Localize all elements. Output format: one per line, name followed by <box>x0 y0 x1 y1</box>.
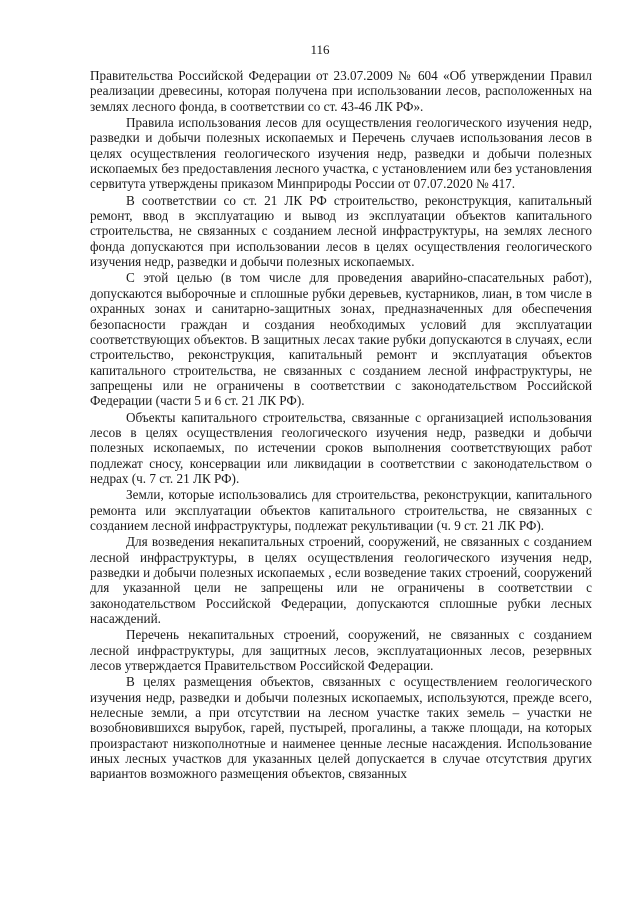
paragraph: Перечень некапитальных строений, сооружений, не связанных с созданием лесной инфраструктуры, для защитных лесов, эксплуатационных лесов, резервных лесов утверждается Правительством Российской Федерации. <box>90 627 592 674</box>
paragraph: С этой целью (в том числе для проведения аварийно-спасательных работ), допускаются выборочные и сплошные рубки деревьев, кустарников, лиан, в том числе в охранных зонах и санитарно-защитных зонах, предназначенных для обеспечения безопасности граждан и создания необходимых условий для эксплуатации соответствующих объектов. В защитных лесах такие рубки допускаются в случаях, если строительство, реконструкция, капитальный ремонт и эксплуатация объектов капитального строительства, не связанных с созданием лесной инфраструктуры, не запрещены или не ограничены в соответствии с законодательством Российской Федерации (части 5 и 6 ст. 21 ЛК РФ). <box>90 270 592 409</box>
paragraph: Правила использования лесов для осуществления геологического изучения недр, разведки и добычи полезных ископаемых и Перечень случаев использования лесов в целях осуществления геологического изучения недр, разведки и добычи полезных ископаемых без предоставления лесного участка, с установлением или без установления сервитута утверждены приказом Минприроды России от 07.07.2020 № 417. <box>90 115 592 192</box>
paragraph: В целях размещения объектов, связанных с осуществлением геологического изучения недр, разведки и добычи полезных ископаемых, используются, прежде всего, нелесные земли, а при отсутствии на лесном участке таких земель – участки не возобновившихся вырубок, гарей, пустырей, прогалины, а также площади, на которых произрастают низкополнотные и наименее ценные лесные насаждения. Использование иных лесных участков для указанных целей допускается в случае отсутствия других вариантов возможного размещения объектов, связанных <box>90 674 592 782</box>
paragraph: В соответствии со ст. 21 ЛК РФ строительство, реконструкция, капитальный ремонт, ввод в эксплуатацию и вывод из эксплуатации объектов капитального строительства, не связанных с созданием лесной инфраструктуры, на землях лесного фонда допускаются при использовании лесов в целях осуществления геологического изучения недр, разведки и добычи полезных ископаемых. <box>90 192 592 270</box>
paragraph: Правительства Российской Федерации от 23.07.2009 № 604 «Об утверждении Правил реализации древесины, которая получена при использовании лесов, расположенных на землях лесного фонда, в соответствии со ст. 43-46 ЛК РФ». <box>90 68 592 114</box>
paragraph: Для возведения некапитальных строений, сооружений, не связанных с созданием лесной инфраструктуры, в целях осуществления геологического изучения недр, разведки и добычи полезных ископаемых , если возведение таких строений, сооружений для указанной цели не запрещены или не ограничены в соответствии с законодательством Российской Федерации, допускаются сплошные рубки лесных насаждений. <box>90 534 592 627</box>
page-number: 116 <box>310 42 330 57</box>
paragraph: Объекты капитального строительства, связанные с организацией использования лесов в целях осуществления геологического изучения недр, разведки и добычи полезных ископаемых, по истечении сроков выполнения соответствующих работ подлежат сносу, консервации или ликвидации в соответствии с законодательством о недрах (ч. 7 ст. 21 ЛК РФ). <box>90 409 592 486</box>
paragraph: Земли, которые использовались для строительства, реконструкции, капитального ремонта или эксплуатации объектов капитального строительства, не связанных с созданием лесной инфраструктуры, подлежат рекультивации (ч. 9 ст. 21 ЛК РФ). <box>90 487 592 533</box>
body-text <box>90 68 592 783</box>
